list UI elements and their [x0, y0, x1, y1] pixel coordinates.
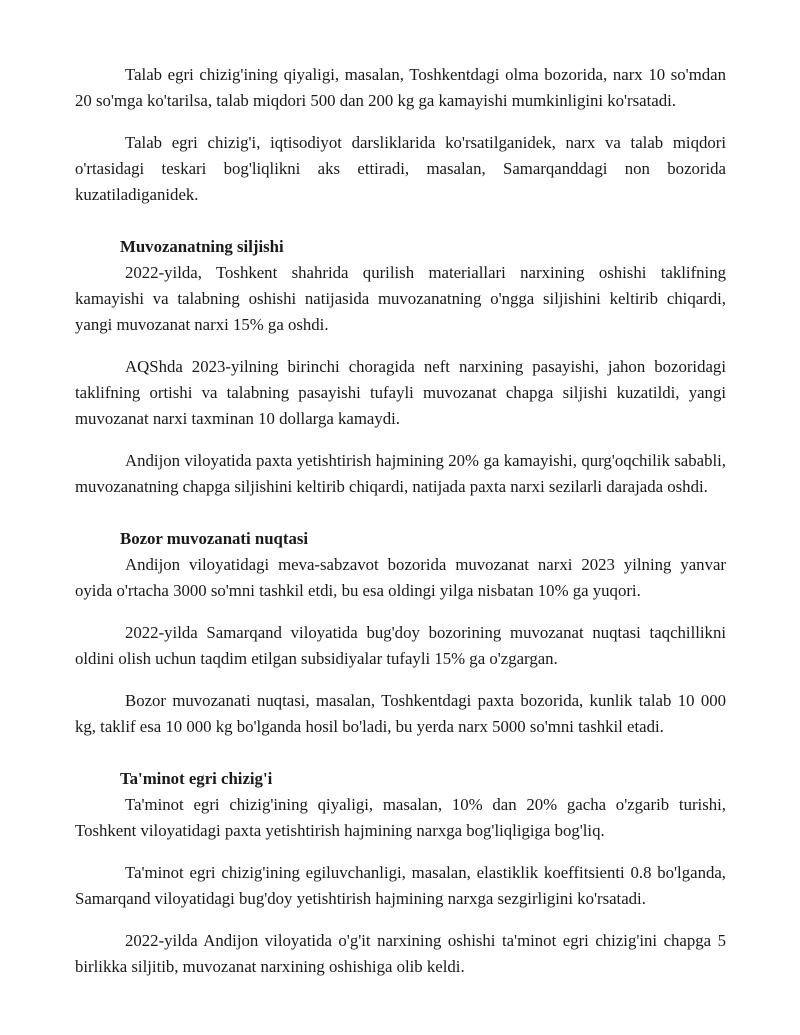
- paragraph-taminot-2: Ta'minot egri chizig'ining egiluvchanligi, masalan, elastiklik koeffitsienti 0.8 bo'lganda, Samarqand viloyatidagi bug'doy yetishtirish hajmining narxga sezgirligini ko'rsatadi.: [75, 863, 726, 908]
- section-heading-muvozanatning-siljishi: Muvozanatning siljishi: [120, 237, 284, 256]
- paragraph-nuqta-1: Andijon viloyatidagi meva-sabzavot bozorida muvozanat narxi 2023 yilning yanvar oyida o'rtacha 3000 so'mni tashkil etdi, bu esa oldingi yilga nisbatan 10% ga yuqori.: [75, 555, 726, 600]
- section-heading-taminot-egri-chizigi: Ta'minot egri chizig'i: [120, 769, 273, 788]
- paragraph-siljish-1: 2022-yilda, Toshkent shahrida qurilish materiallari narxining oshishi taklifning kamayishi va talabning oshishi natijasida muvozanatning o'ngga siljishini keltirib chiqardi, yangi muvozanat narxi 15% ga oshdi.: [75, 263, 726, 334]
- paragraph-siljish-3: Andijon viloyatida paxta yetishtirish hajmining 20% ga kamayishi, qurg'oqchilik sababli, muvozanatning chapga siljishini keltirib chiqardi, natijada paxta narxi sezilarli darajada oshdi.: [75, 451, 726, 496]
- paragraph-nuqta-3: Bozor muvozanati nuqtasi, masalan, Toshkentdagi paxta bozorida, kunlik talab 10 000 kg, taklif esa 10 000 kg bo'lganda hosil bo'ladi, bu yerda narx 5000 so'mni tashkil etadi.: [75, 691, 726, 736]
- paragraph-siljish-2: AQShda 2023-yilning birinchi choragida neft narxining pasayishi, jahon bozoridagi taklifning ortishi va talabning pasayishi tufayli muvozanat chapga siljishi kuzatildi, yangi muvozanat narxi taxminan 10 dollarga kamaydi.: [75, 357, 726, 428]
- document-page: [75, 62, 726, 996]
- paragraph-taminot-1: Ta'minot egri chizig'ining qiyaligi, masalan, 10% dan 20% gacha o'zgarib turishi, Toshkent viloyatidagi paxta yetishtirish hajmining narxga bog'liqligiga bog'liq.: [75, 795, 726, 840]
- section-heading-bozor-muvozanati-nuqtasi: Bozor muvozanati nuqtasi: [120, 529, 309, 548]
- paragraph-intro-1: Talab egri chizig'ining qiyaligi, masalan, Toshkentdagi olma bozorida, narx 10 so'mdan 20 so'mga ko'tarilsa, talab miqdori 500 dan 200 kg ga kamayishi mumkinligini ko'rsatadi.: [75, 65, 726, 110]
- paragraph-intro-2: Talab egri chizig'i, iqtisodiyot darsliklarida ko'rsatilganidek, narx va talab miqdori o'rtasidagi teskari bog'liqlikni aks ettiradi, masalan, Samarqanddagi non bozorida kuzatiladiganidek.: [75, 133, 726, 204]
- paragraph-nuqta-2: 2022-yilda Samarqand viloyatida bug'doy bozorining muvozanat nuqtasi taqchillikni oldini olish uchun taqdim etilgan subsidiyalar tufayli 15% ga o'zgargan.: [75, 623, 726, 668]
- paragraph-taminot-3: 2022-yilda Andijon viloyatida o'g'it narxining oshishi ta'minot egri chizig'ini chapga 5 birlikka siljitib, muvozanat narxining oshishiga olib keldi.: [75, 931, 726, 976]
